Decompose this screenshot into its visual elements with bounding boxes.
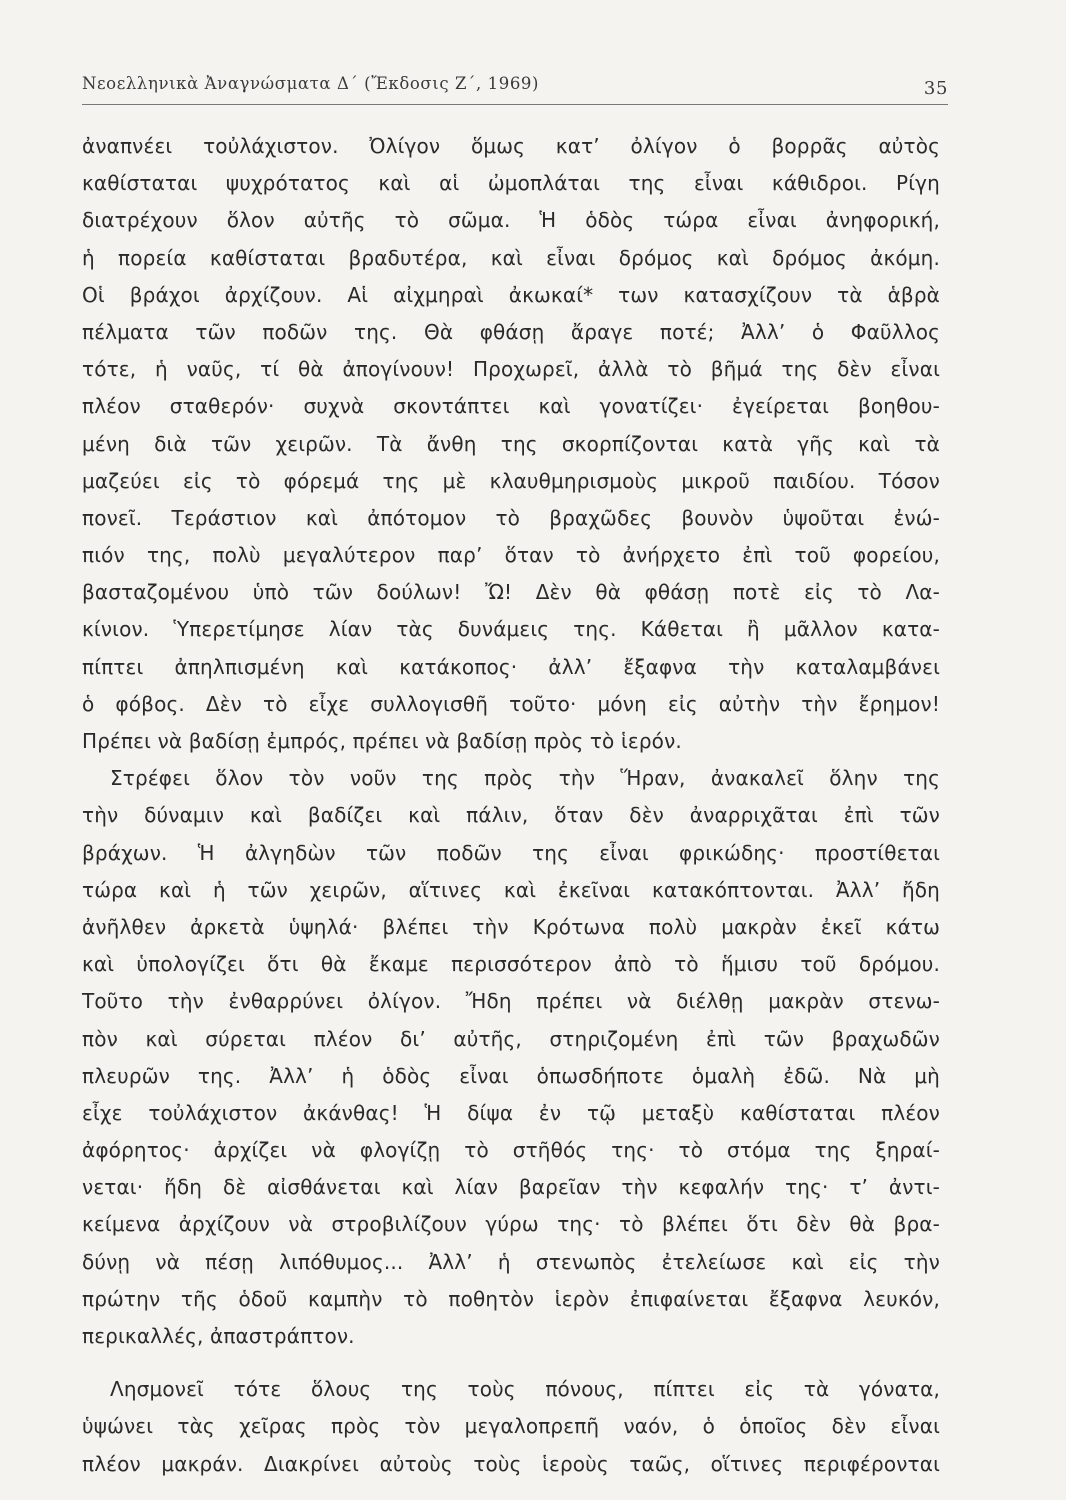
text-line: βράχων. Ἡ ἀλγηδὼν τῶν ποδῶν της εἶναι φρικώδης· προστίθεται [82,840,940,865]
text-line: κίνιον. Ὑπερετίμησε λίαν τὰς δυνάμεις της. Κάθεται ἢ μᾶλλον κατα- [82,617,940,642]
text-line: μαζεύει εἰς τὸ φόρεμά της μὲ κλαυθμηρισμοὺς μικροῦ παιδίου. Τόσον [82,468,940,493]
text-line: Στρέφει ὅλον τὸν νοῦν της πρὸς τὴν Ἥραν, ἀνακαλεῖ ὅλην της [110,766,940,791]
text-line: νεται· ἤδη δὲ αἰσθάνεται καὶ λίαν βαρεῖαν τὴν κεφαλήν της· τ’ ἀντι- [82,1175,940,1200]
text-line: ἡ πορεία καθίσταται βραδυτέρα, καὶ εἶναι δρόμος καὶ δρόμος ἀκόμη. [82,245,940,270]
text-line: Λησμονεῖ τότε ὅλους της τοὺς πόνους, πίπτει εἰς τὰ γόνατα, [110,1377,940,1402]
body-text [82,128,940,1483]
text-line: πλευρῶν της. Ἀλλ’ ἡ ὁδὸς εἶναι ὁπωσδήποτε ὁμαλὴ ἐδῶ. Νὰ μὴ [82,1063,940,1088]
text-line: πονεῖ. Τεράστιον καὶ ἀπότομον τὸ βραχῶδες βουνὸν ὑψοῦται ἐνώ- [82,505,940,530]
text-line: πλέον σταθερόν· συχνὰ σκοντάπτει καὶ γονατίζει· ἐγείρεται βοηθου- [82,394,940,419]
text-line: πρώτην τῆς ὁδοῦ καμπὴν τὸ ποθητὸν ἱερὸν ἐπιφαίνεται ἔξαφνα λευκόν, [82,1286,940,1311]
text-line: ὑψώνει τὰς χεῖρας πρὸς τὸν μεγαλοπρεπῆ ναόν, ὁ ὁποῖος δὲν εἶναι [82,1414,940,1439]
text-line: πὸν καὶ σύρεται πλέον δι’ αὐτῆς, στηριζομένη ἐπὶ τῶν βραχωδῶν [82,1026,940,1051]
running-head [82,64,948,105]
text-line: περικαλλές, ἀπαστράπτον. [82,1324,355,1348]
text-line: πίπτει ἀπηλπισμένη καὶ κατάκοπος· ἀλλ’ ἔξαφνα τὴν καταλαμβάνει [82,654,940,679]
text-line: μένη διὰ τῶν χειρῶν. Τὰ ἄνθη της σκορπίζονται κατὰ γῆς καὶ τὰ [82,431,940,456]
text-line: διατρέχουν ὅλον αὐτῆς τὸ σῶμα. Ἡ ὁδὸς τώρα εἶναι ἀνηφορική, [82,208,940,233]
text-line: κείμενα ἀρχίζουν νὰ στροβιλίζουν γύρω της· τὸ βλέπει ὅτι δὲν θὰ βρα- [82,1212,940,1237]
text-line: καθίσταται ψυχρότατος καὶ αἱ ὠμοπλάται της εἶναι κάθιδροι. Ρίγη [82,171,940,196]
text-line: τὴν δύναμιν καὶ βαδίζει καὶ πάλιν, ὅταν δὲν ἀναρριχᾶται ἐπὶ τῶν [82,803,940,828]
text-line: Πρέπει νὰ βαδίσῃ ἐμπρός, πρέπει νὰ βαδίσῃ πρὸς τὸ ἱερόν. [82,729,682,753]
text-line: πέλματα τῶν ποδῶν της. Θὰ φθάσῃ ἄραγε ποτέ; Ἀλλ’ ὁ Φαῦλλος [82,319,940,344]
text-line: ἀναπνέει τοὐλάχιστον. Ὀλίγον ὅμως κατ’ ὀλίγον ὁ βορρᾶς αὐτὸς [82,134,940,158]
text-line: δύνῃ νὰ πέσῃ λιπόθυμος... Ἀλλ’ ἡ στενωπὸς ἐτελείωσε καὶ εἰς τὴν [82,1249,940,1274]
running-head-title: Νεοελληνικὰ Ἀναγνώσματα Δ΄ (Ἔκδοσις Ζ΄, 1969) [82,74,540,93]
text-line: Τοῦτο τὴν ἐνθαρρύνει ὀλίγον. Ἤδη πρέπει νὰ διέλθῃ μακρὰν στενω- [82,989,940,1014]
text-line: ἀνῆλθεν ἀρκετὰ ὑψηλά· βλέπει τὴν Κρότωνα πολὺ μακρὰν ἐκεῖ κάτω [82,914,940,939]
text-line: καὶ ὑπολογίζει ὅτι θὰ ἔκαμε περισσότερον ἀπὸ τὸ ἥμισυ τοῦ δρόμου. [82,952,940,977]
text-line: Οἱ βράχοι ἀρχίζουν. Αἱ αἰχμηραὶ ἀκωκαί* των κατασχίζουν τὰ ἁβρὰ [82,282,940,307]
page-number: 35 [923,78,948,99]
text-line: βασταζομένου ὑπὸ τῶν δούλων! Ὤ! Δὲν θὰ φθάσῃ ποτὲ εἰς τὸ Λα- [82,580,940,605]
text-line: ὁ φόβος. Δὲν τὸ εἶχε συλλογισθῆ τοῦτο· μόνη εἰς αὐτὴν τὴν ἔρημον! [82,691,940,716]
text-line: τώρα καὶ ἡ τῶν χειρῶν, αἵτινες καὶ ἐκεῖναι κατακόπτονται. Ἀλλ’ ἤδη [82,877,940,902]
text-line: τότε, ἡ ναῦς, τί θὰ ἀπογίνουν! Προχωρεῖ, ἀλλὰ τὸ βῆμά της δὲν εἶναι [82,357,940,382]
text-line: πιόν της, πολὺ μεγαλύτερον παρ’ ὅταν τὸ ἀνήρχετο ἐπὶ τοῦ φορείου, [82,543,940,568]
text-line: εἶχε τοὐλάχιστον ἀκάνθας! Ἡ δίψα ἐν τῷ μεταξὺ καθίσταται πλέον [82,1100,940,1125]
text-line: ἀφόρητος· ἀρχίζει νὰ φλογίζῃ τὸ στῆθός της· τὸ στόμα της ξηραί- [82,1138,940,1163]
text-line: πλέον μακράν. Διακρίνει αὐτοὺς τοὺς ἱεροὺς ταῶς, οἵτινες περιφέρονται [82,1451,940,1476]
paragraph-gap [82,1355,940,1371]
